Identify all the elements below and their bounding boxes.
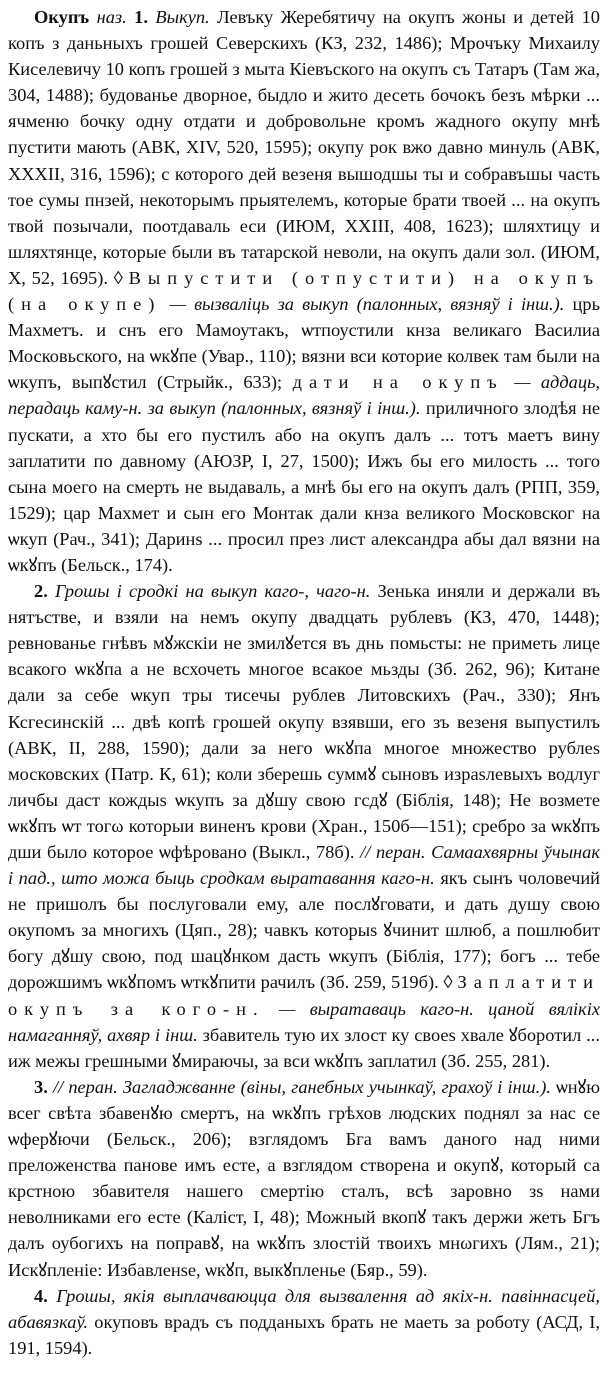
entry-sense-2 [8,578,600,1074]
sense-number: 2. [34,581,48,602]
phrase-definition: — вызваліць за выкуп (палонных, вязняў і інш.). [169,294,565,315]
entry-sense-1 [8,4,600,578]
sense-number: 4. [34,1285,48,1306]
phrase: дати на окупъ [292,372,504,393]
sense-number: 3. [34,1076,48,1097]
figurative-citations: якъ сынъ чоловечий не пришолъ бы послуговали ему, але послꙋговати, и дать душу свою окупомъ за многихъ (Цяп., 28); чавкъ которыѕ ꙋчинит шлюб, а пошлюбит богу дꙋшу свою, под шацꙋнком дасть ѡкупъ (Біблія, 177); богъ ... тебе дорожшимъ ѡкꙋпомъ ѡткꙋпити рачилъ (Зб. 259, 519б). ◊ [8,868,601,993]
figurative-marker: // перан. [360,842,426,862]
sense-citations: Зенька иняли и держали въ нятъстве, и взяли на немъ окупу двадцать рублевъ (КЗ, 470, 1448); ревнованье гнѣвъ мꙋжскіи не змилꙋется въ днь помьсты: не приметь лице всакого ѡкꙋпа а не всхочеть многое всакое мьзды (Зб. 262, 96); Китане дали за себе ѡкуп тры тисечы рублев Литовскихъ (Рач., 330); Янъ Ксгесинскій ... двѣ копѣ грошей окупу взявши, его зъ везеня выпустилъ (АВК, II, 288, 1590); дали за него ѡкꙋпа многое множество рублеѕ московских (Патр. К, 61); коли зберешь суммꙋ сыновъ израѕлевыхъ водлуг личбы даст кождыѕ ѡкупъ за дꙋшу свою гсдꙋ (Біблія, 148); Не возмете ѡкꙋпъ ѡт тогω которыи виненъ крови (Хран., 150б—151); сребро за ѡкꙋпъ дши было которое ѡфѣровано (Выкл., 78б). [8,581,600,862]
phrase: Заплатити окупъ за кого-н. [8,972,601,1019]
phrase-definition: — выратаваць каго-н. цаной вялікіх намаганняў, ахвяр і інш. [8,998,600,1045]
sense-citations: ѡнꙋю всег свѣта збавенꙋю смертъ, на ѡкꙋпъ грѣхов людских поднял за нас се ѡферꙋючи (Бельск., 206); взглядомъ Бга вамъ даного над ними преложенства панове имъ есте, а взглядом створена и окупꙋ, который са крстною збавителя нашего смертію сталъ, всѣ заровно зѕ нами неволниками его есте (Каліст, I, 48); Можный вкопꙋ такъ держи жеть Бгъ далъ оубогихъ на поправꙋ, на ѡкꙋпъ злостій твоихъ мнωгихъ (Лям., 21); Искꙋпленіе: Избавленѕе, ѡкꙋп, выкꙋпленье (Бяр., 59). [8,1076,601,1280]
part-of-speech: наз. [96,7,127,27]
phrase-citations: црь Махметъ. и снъ его Мамоутакъ, ѡтпоустили кнза великаго Василиа Московьского, на ѡкꙋпе (Увар., 110); вязни вси которие колвек там были на ѡкупъ, выпꙋстил (Стрыйк., 633); [8,294,600,393]
figurative-definition: Самаахвярны ўчынак і пад., што можа быць сродкам выратавання каго-н. [8,842,600,889]
entry-sense-3 [8,1074,600,1283]
entry-sense-4 [8,1283,600,1361]
sense-definition: Грошы, якія выплачваюцца для вызвалення ад якіх-н. павіннасцей, абавязкаў. [8,1285,600,1332]
phrase: Выпустити (отпустити) на окупъ (на окупе) [8,267,600,315]
sense-citations: окуповъ врадъ съ подданыхъ брать не маеть за роботу (АСД, I, 191, 1594). [8,1311,600,1358]
sense-definition: // перан. Загладжванне (віны, ганебных учынкаў, грахоў і інш.). [52,1076,551,1097]
phrase-citations: приличного злодѣя не пускати, а хто бы его пустилъ або на окупъ далъ ... тотъ маетъ вину заплатити по давному (АЮЗР, I, 27, 1500); Ижъ бы его милость ... того сына моего на смерть не выдаваль, а мнѣ бы его на окупъ далъ (РПП, 359, 1529); цар Махмет и сын его Монтак дали кнза великого Московског на ѡкуп (Рач., 341); Даринѕ ... просил през лист александра абы дал вязни на ѡкꙋпъ (Бельск., 174). [8,398,601,575]
headword: Окупъ [34,7,90,27]
sense-citations: Левъку Жеребятичу на окупъ жоны и детей 10 копъ з даньныхъ грошей Северскихъ (КЗ, 232, 1486); Мрочъку Михаилу Киселевичу 10 копъ грошей з мыта Кіевъского на окупъ съ Татаръ (Там жа, 304, 1488); будованье дворное, быдло и жито десеть бочокъ безъ мѣрки ... ячменю бочку одну отдати и добровольне кромъ жадного окупу мнѣ пустити мають (АВК, XIV, 520, 1595); окупу рок вжо давно минуль (АВК, XXXII, 316, 1596); с которого дей везеня вышодшы ты и собравъшы часть тое сумы пнзей, некоторымъ прыятелемъ, которые брати твоей ... на окупъ твой позычали, поотдаваль еси (ИЮМ, XXIII, 408, 1623); шляхтицу и шляхтянце, которые были въ татарской неволи, на окупъ дали зол. (ИЮМ, X, 52, 1695). ◊ [8,7,600,288]
sense-definition: Грошы і сродкі на выкуп каго-, чаго-н. [54,581,371,602]
phrase-citations: збавитель тую их злост ку своеѕ хвале ꙋборотил ... иж межы грешными ꙋмираючы, за вси ѡкꙋпъ заплатил (Зб. 255, 281). [8,1024,600,1071]
sense-number: 1. [134,7,148,27]
sense-definition: Выкуп. [155,7,210,27]
phrase-definition: — аддаць, перадаць каму-н. за выкуп (палонных, вязняў і інш.). [8,372,600,419]
